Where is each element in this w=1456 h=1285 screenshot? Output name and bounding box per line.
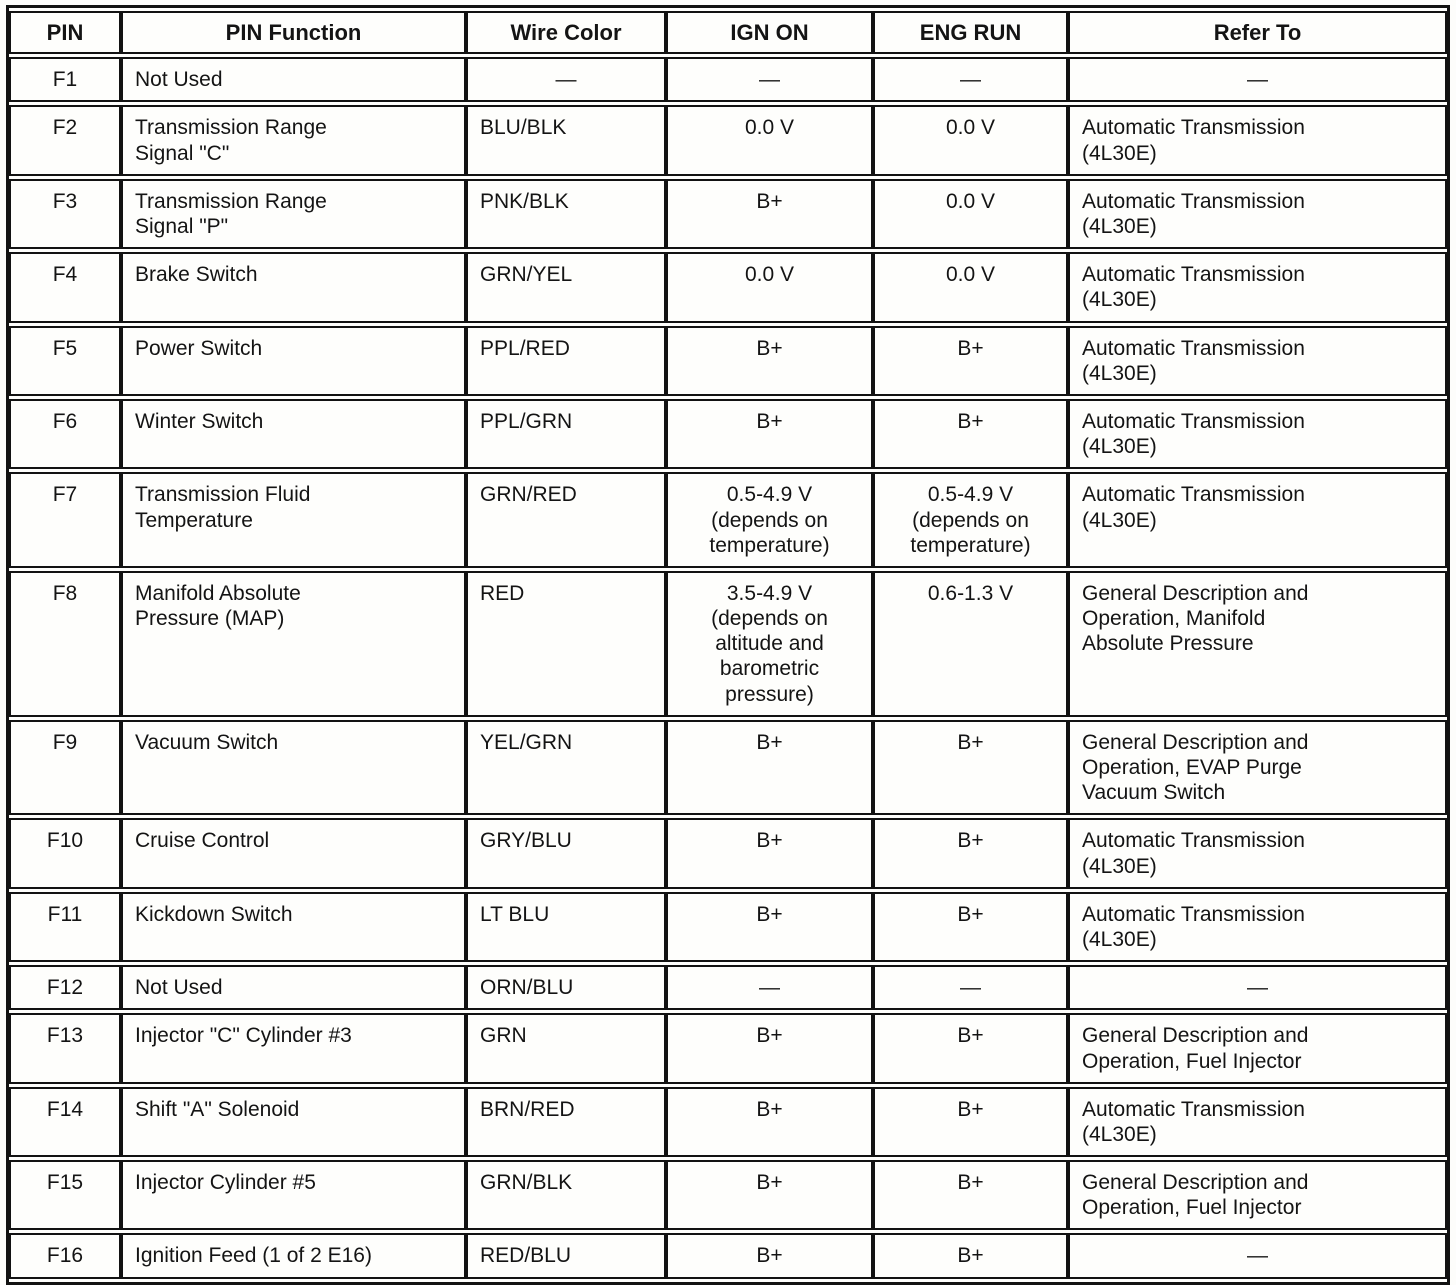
cell-wire-color: BLU/BLK [466, 105, 666, 175]
cell-eng-run: — [873, 57, 1068, 102]
cell-pin: F1 [9, 57, 121, 102]
header-wire-color: Wire Color [466, 11, 666, 54]
cell-wire-color: PPL/RED [466, 326, 666, 396]
cell-ign-on: B+ [666, 1160, 873, 1230]
cell-ign-on: 0.0 V [666, 252, 873, 322]
cell-eng-run: B+ [873, 1087, 1068, 1157]
cell-eng-run: 0.5-4.9 V (depends on temperature) [873, 472, 1068, 568]
cell-ign-on: — [666, 965, 873, 1010]
cell-refer-to: General Description and Operation, Manifold Absolute Pressure [1068, 571, 1447, 717]
cell-pin-function: Transmission Range Signal "P" [121, 179, 466, 249]
cell-ign-on: B+ [666, 818, 873, 888]
cell-pin: F2 [9, 105, 121, 175]
cell-ign-on: 0.0 V [666, 105, 873, 175]
cell-eng-run: 0.0 V [873, 252, 1068, 322]
cell-pin-function: Transmission Range Signal "C" [121, 105, 466, 175]
cell-pin: F7 [9, 472, 121, 568]
cell-pin-function: Transmission Fluid Temperature [121, 472, 466, 568]
cell-eng-run: B+ [873, 1233, 1068, 1278]
cell-pin-function: Injector Cylinder #5 [121, 1160, 466, 1230]
table-row [9, 105, 1447, 175]
cell-eng-run: B+ [873, 326, 1068, 396]
cell-pin-function: Brake Switch [121, 252, 466, 322]
table-row [9, 818, 1447, 888]
cell-eng-run: B+ [873, 399, 1068, 469]
cell-wire-color: GRN/YEL [466, 252, 666, 322]
cell-refer-to: Automatic Transmission (4L30E) [1068, 1087, 1447, 1157]
cell-eng-run: B+ [873, 720, 1068, 816]
cell-ign-on: 0.5-4.9 V (depends on temperature) [666, 472, 873, 568]
cell-pin: F14 [9, 1087, 121, 1157]
cell-eng-run: 0.6-1.3 V [873, 571, 1068, 717]
cell-refer-to: — [1068, 965, 1447, 1010]
cell-pin: F15 [9, 1160, 121, 1230]
cell-pin-function: Power Switch [121, 326, 466, 396]
cell-pin: F6 [9, 399, 121, 469]
cell-pin-function: Shift "A" Solenoid [121, 1087, 466, 1157]
cell-pin-function: Vacuum Switch [121, 720, 466, 816]
table-row [9, 326, 1447, 396]
cell-ign-on: B+ [666, 179, 873, 249]
cell-refer-to: General Description and Operation, EVAP Purge Vacuum Switch [1068, 720, 1447, 816]
cell-refer-to: Automatic Transmission (4L30E) [1068, 326, 1447, 396]
cell-wire-color: PPL/GRN [466, 399, 666, 469]
table-row [9, 57, 1447, 102]
table-row [9, 399, 1447, 469]
cell-pin: F3 [9, 179, 121, 249]
table-row [9, 1233, 1447, 1278]
cell-ign-on: B+ [666, 1013, 873, 1083]
cell-pin: F11 [9, 892, 121, 962]
cell-refer-to: Automatic Transmission (4L30E) [1068, 105, 1447, 175]
cell-pin-function: Not Used [121, 965, 466, 1010]
cell-ign-on: — [666, 57, 873, 102]
cell-pin-function: Not Used [121, 57, 466, 102]
table-row [9, 892, 1447, 962]
table-row [9, 571, 1447, 717]
table-body [9, 57, 1447, 1278]
cell-pin: F9 [9, 720, 121, 816]
cell-eng-run: 0.0 V [873, 105, 1068, 175]
cell-ign-on: B+ [666, 326, 873, 396]
cell-wire-color: GRN [466, 1013, 666, 1083]
cell-eng-run: B+ [873, 1013, 1068, 1083]
cell-wire-color: PNK/BLK [466, 179, 666, 249]
table-row [9, 179, 1447, 249]
cell-wire-color: YEL/GRN [466, 720, 666, 816]
table-row [9, 965, 1447, 1010]
cell-wire-color: — [466, 57, 666, 102]
cell-pin: F8 [9, 571, 121, 717]
cell-refer-to: General Description and Operation, Fuel Injector [1068, 1160, 1447, 1230]
table-row [9, 720, 1447, 816]
cell-eng-run: B+ [873, 1160, 1068, 1230]
cell-eng-run: — [873, 965, 1068, 1010]
cell-eng-run: B+ [873, 818, 1068, 888]
cell-pin-function: Cruise Control [121, 818, 466, 888]
table-row [9, 472, 1447, 568]
cell-wire-color: LT BLU [466, 892, 666, 962]
cell-pin-function: Injector "C" Cylinder #3 [121, 1013, 466, 1083]
cell-wire-color: ORN/BLU [466, 965, 666, 1010]
header-pin-function: PIN Function [121, 11, 466, 54]
cell-pin: F5 [9, 326, 121, 396]
cell-refer-to: — [1068, 1233, 1447, 1278]
cell-refer-to: Automatic Transmission (4L30E) [1068, 399, 1447, 469]
cell-ign-on: B+ [666, 1233, 873, 1278]
cell-ign-on: B+ [666, 892, 873, 962]
cell-wire-color: GRN/BLK [466, 1160, 666, 1230]
table-row [9, 1087, 1447, 1157]
cell-eng-run: 0.0 V [873, 179, 1068, 249]
cell-pin-function: Winter Switch [121, 399, 466, 469]
cell-refer-to: Automatic Transmission (4L30E) [1068, 818, 1447, 888]
cell-refer-to: Automatic Transmission (4L30E) [1068, 179, 1447, 249]
cell-pin-function: Kickdown Switch [121, 892, 466, 962]
cell-wire-color: GRY/BLU [466, 818, 666, 888]
cell-pin-function: Ignition Feed (1 of 2 E16) [121, 1233, 466, 1278]
table-row [9, 252, 1447, 322]
table-header [9, 11, 1447, 54]
cell-ign-on: B+ [666, 720, 873, 816]
cell-refer-to: Automatic Transmission (4L30E) [1068, 252, 1447, 322]
table-row [9, 1160, 1447, 1230]
cell-pin: F12 [9, 965, 121, 1010]
header-ign-on: IGN ON [666, 11, 873, 54]
cell-pin: F10 [9, 818, 121, 888]
cell-pin-function: Manifold Absolute Pressure (MAP) [121, 571, 466, 717]
cell-refer-to: General Description and Operation, Fuel Injector [1068, 1013, 1447, 1083]
cell-refer-to: — [1068, 57, 1447, 102]
header-refer-to: Refer To [1068, 11, 1447, 54]
cell-refer-to: Automatic Transmission (4L30E) [1068, 892, 1447, 962]
cell-pin: F4 [9, 252, 121, 322]
cell-pin: F16 [9, 1233, 121, 1278]
cell-ign-on: B+ [666, 399, 873, 469]
header-row [9, 11, 1447, 54]
cell-eng-run: B+ [873, 892, 1068, 962]
pinout-table-frame [6, 5, 1450, 1285]
cell-refer-to: Automatic Transmission (4L30E) [1068, 472, 1447, 568]
header-eng-run: ENG RUN [873, 11, 1068, 54]
cell-wire-color: GRN/RED [466, 472, 666, 568]
cell-pin: F13 [9, 1013, 121, 1083]
cell-ign-on: 3.5-4.9 V (depends on altitude and barometric pressure) [666, 571, 873, 717]
header-pin: PIN [9, 11, 121, 54]
cell-wire-color: RED/BLU [466, 1233, 666, 1278]
table-row [9, 1013, 1447, 1083]
cell-wire-color: BRN/RED [466, 1087, 666, 1157]
pinout-table [9, 8, 1447, 1282]
cell-ign-on: B+ [666, 1087, 873, 1157]
cell-wire-color: RED [466, 571, 666, 717]
